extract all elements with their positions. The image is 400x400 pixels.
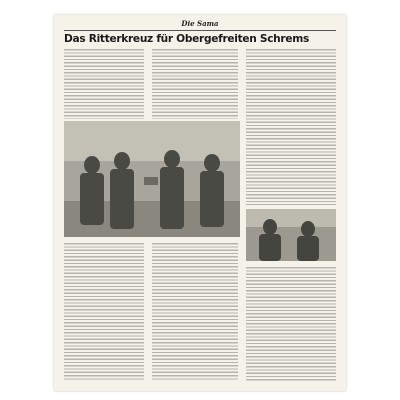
text-column-bottom-left [64,243,144,381]
magazine-title: Die Sama [181,19,219,28]
text-column-bottom-middle [152,243,238,381]
photo-award-ceremony [64,121,240,237]
text-column-right [246,49,336,205]
text-column-top-right [152,49,238,119]
article-headline: Das Ritterkreuz für Obergefreiten Schrems [64,33,309,45]
magazine-page [54,15,346,391]
photo-portrait [246,209,336,261]
text-column-top-left [64,49,144,119]
page-header [64,19,336,29]
header-divider [64,30,336,31]
text-column-bottom-right [246,267,336,381]
